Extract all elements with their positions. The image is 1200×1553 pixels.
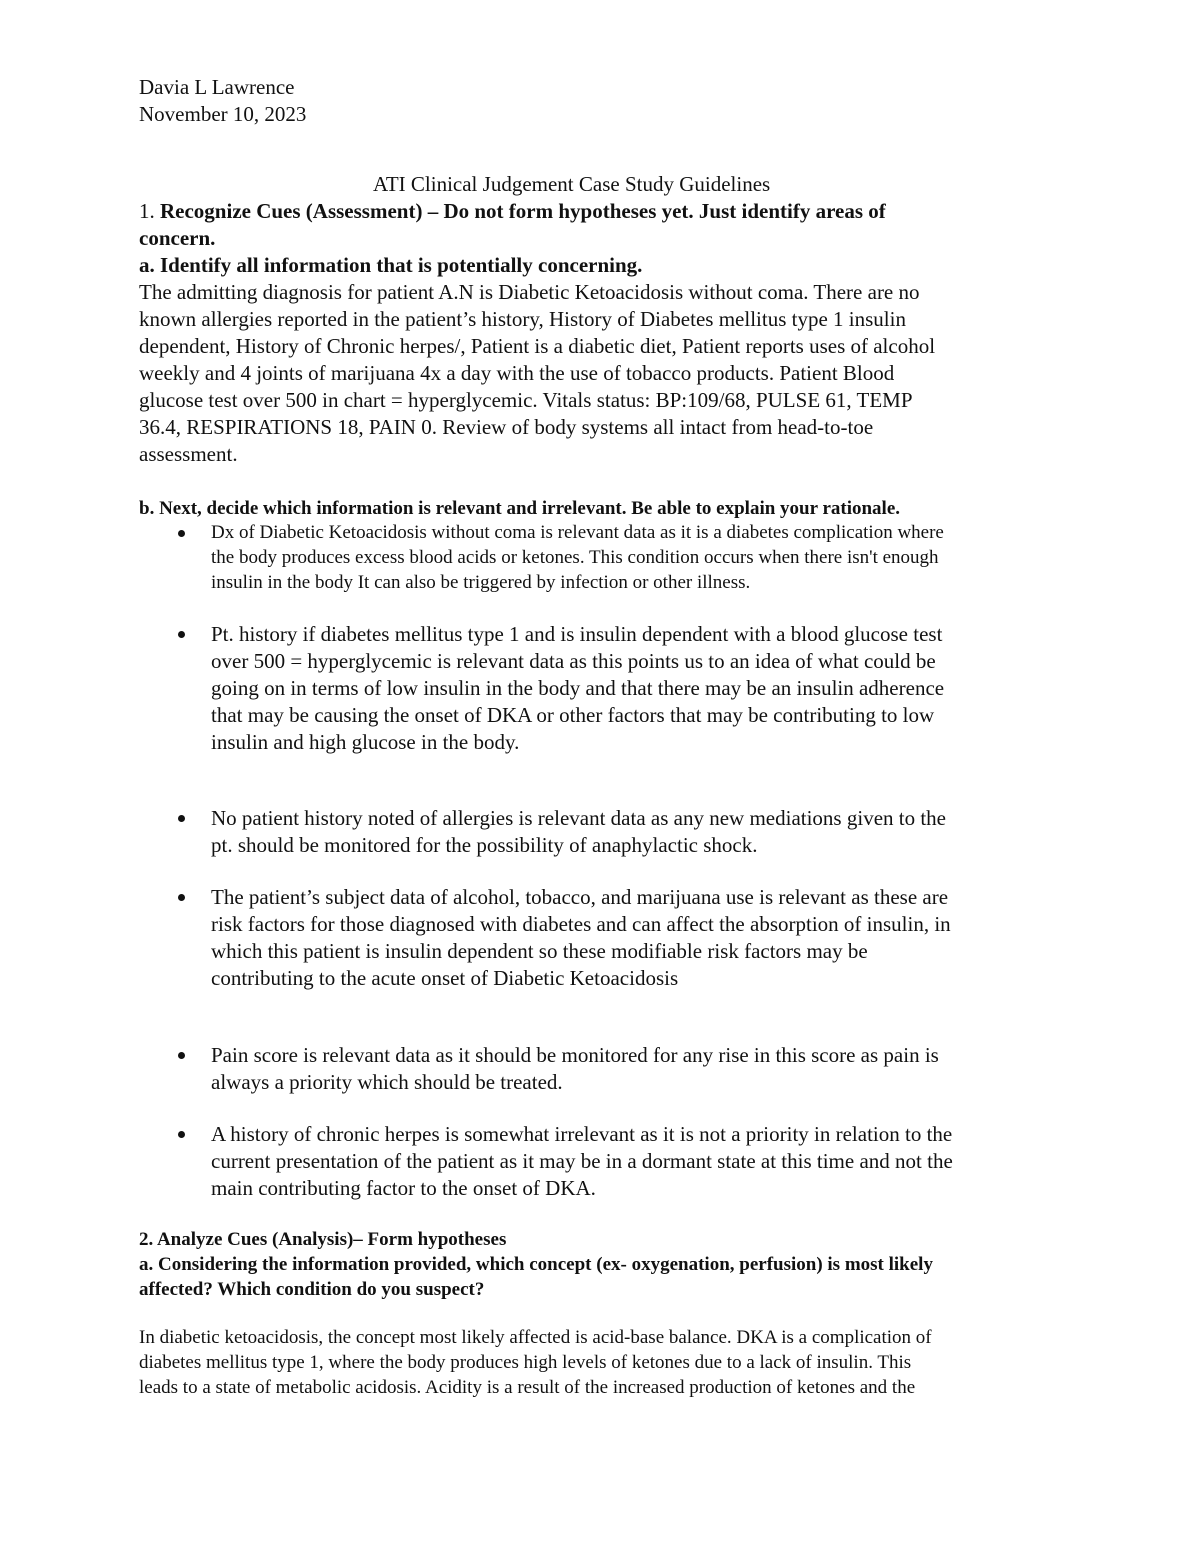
bullet-marker [178, 530, 185, 537]
paragraph-line: known allergies reported in the patient’s history, History of Diabetes mellitus type 1 insulin [139, 307, 906, 331]
section-1a-paragraph [139, 279, 935, 468]
paragraph-line: diabetes mellitus type 1, where the body produces high levels of ketones due to a lack of insulin. This [139, 1352, 912, 1373]
bullet-line: Dx of Diabetic Ketoacidosis without coma is relevant data as it is a diabetes complication where [211, 522, 944, 543]
document-date: November 10, 2023 [139, 102, 307, 126]
section-2a-heading [139, 1252, 933, 1302]
bullet-line: Pain score is relevant data as it should be monitored for any rise in this score as pain is [211, 1043, 939, 1067]
paragraph-line: weekly and 4 joints of marijuana 4x a day with the use of tobacco products. Patient Blood [139, 361, 895, 385]
paragraph-line: The admitting diagnosis for patient A.N is Diabetic Ketoacidosis without coma. There are no [139, 280, 920, 304]
bullet-line: going on in terms of low insulin in the body and that there may be an insulin adherence [211, 676, 945, 700]
bullet-line: which this patient is insulin dependent so these modifiable risk factors may be [211, 939, 868, 963]
bullet-marker [178, 1131, 185, 1138]
paragraph-line: leads to a state of metabolic acidosis. Acidity is a result of the increased production of ketones and the [139, 1377, 916, 1398]
bullet-item-herpes [211, 1121, 953, 1202]
paragraph-line: assessment. [139, 442, 238, 466]
bullet-line: current presentation of the patient as it may be in a dormant state at this time and not the [211, 1149, 953, 1173]
section-1a-heading: a. Identify all information that is potentially concerning. [139, 253, 643, 277]
bullet-line: that may be causing the onset of DKA or other factors that may be contributing to low [211, 703, 935, 727]
bullet-line: The patient’s subject data of alcohol, tobacco, and marijuana use is relevant as these are [211, 885, 949, 909]
bullet-line: main contributing factor to the onset of DKA. [211, 1176, 596, 1200]
paragraph-line: 36.4, RESPIRATIONS 18, PAIN 0. Review of body systems all intact from head-to-toe [139, 415, 874, 439]
bullet-line: always a priority which should be treated. [211, 1070, 563, 1094]
section-1-number: 1. [139, 199, 160, 223]
author-name: Davia L Lawrence [139, 75, 295, 99]
heading-line: affected? Which condition do you suspect? [139, 1279, 485, 1300]
section-2-paragraph [139, 1325, 932, 1400]
bullet-item-diabetes-history [211, 621, 944, 756]
section-1-heading-line: concern. [139, 226, 216, 250]
bullet-marker [178, 815, 185, 822]
bullet-line: pt. should be monitored for the possibility of anaphylactic shock. [211, 833, 758, 857]
bullet-item-substance-use [211, 884, 951, 992]
bullet-item-pain-score [211, 1042, 939, 1096]
bullet-item-allergies [211, 805, 946, 859]
bullet-line: No patient history noted of allergies is relevant data as any new mediations given to the [211, 806, 946, 830]
heading-line: a. Considering the information provided, which concept (ex- oxygenation, perfusion) is most likely [139, 1254, 933, 1275]
bullet-line: over 500 = hyperglycemic is relevant data as this points us to an idea of what could be [211, 649, 936, 673]
bullet-line: risk factors for those diagnosed with diabetes and can affect the absorption of insulin, in [211, 912, 951, 936]
bullet-marker [178, 631, 185, 638]
bullet-line: insulin in the body It can also be triggered by infection or other illness. [211, 572, 751, 593]
bullet-marker [178, 1052, 185, 1059]
section-2-heading: 2. Analyze Cues (Analysis)– Form hypotheses [139, 1229, 507, 1250]
paragraph-line: glucose test over 500 in chart = hyperglycemic. Vitals status: BP:109/68, PULSE 61, TEMP [139, 388, 913, 412]
bullet-line: the body produces excess blood acids or ketones. This condition occurs when there isn't enough [211, 547, 939, 568]
section-1-heading [139, 198, 886, 252]
section-1-heading-line: Recognize Cues (Assessment) – Do not form hypotheses yet. Just identify areas of [160, 199, 886, 223]
bullet-line: Pt. history if diabetes mellitus type 1 and is insulin dependent with a blood glucose test [211, 622, 943, 646]
bullet-line: contributing to the acute onset of Diabetic Ketoacidosis [211, 966, 679, 990]
document-title: ATI Clinical Judgement Case Study Guidelines [373, 172, 771, 196]
paragraph-line: In diabetic ketoacidosis, the concept most likely affected is acid-base balance. DKA is a complication of [139, 1327, 932, 1348]
bullet-line: insulin and high glucose in the body. [211, 730, 520, 754]
bullet-line: A history of chronic herpes is somewhat irrelevant as it is not a priority in relation to the [211, 1122, 953, 1146]
bullet-marker [178, 894, 185, 901]
section-1b-heading: b. Next, decide which information is relevant and irrelevant. Be able to explain your rationale. [139, 498, 901, 519]
bullet-item-dx [211, 520, 944, 595]
paragraph-line: dependent, History of Chronic herpes/, Patient is a diabetic diet, Patient reports uses of alcohol [139, 334, 936, 358]
